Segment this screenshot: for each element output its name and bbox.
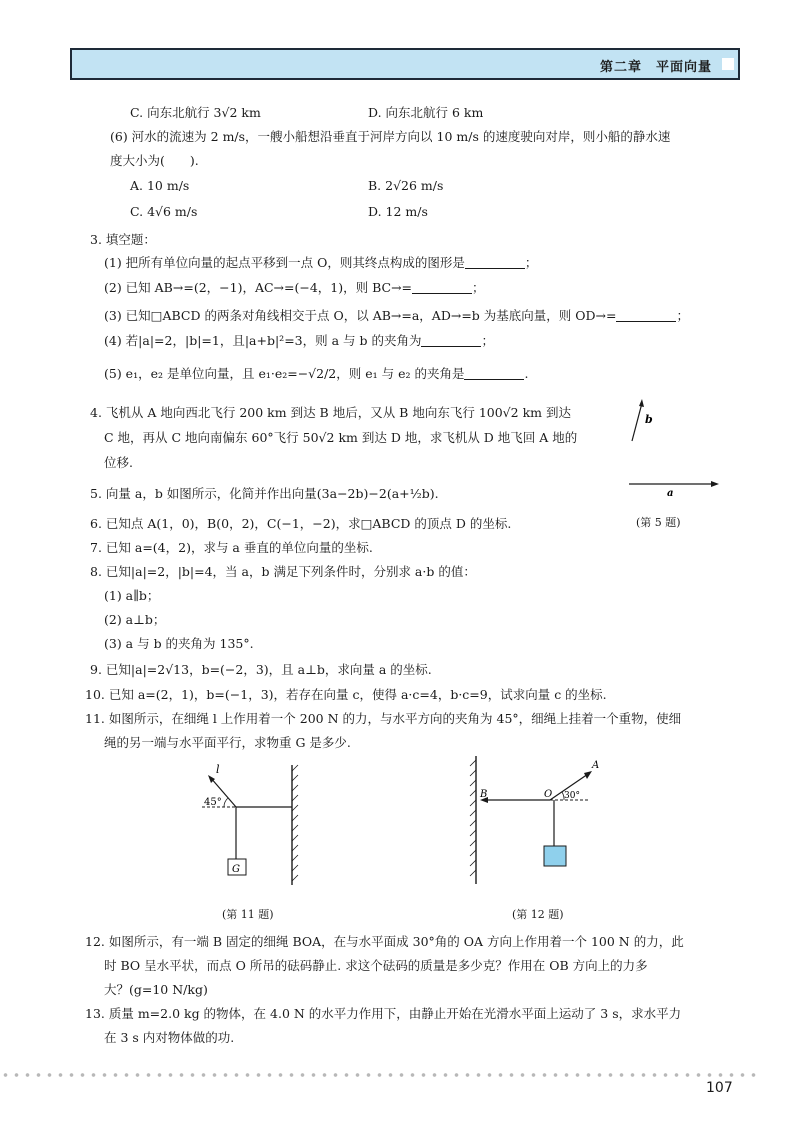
- question-11-line1: 11. 如图所示，在细绳 l 上作用着一个 200 N 的力，与水平方向的夹角为 45°，细绳上挂着一个重物，使细: [85, 711, 682, 726]
- chapter-title: 第二章 平面向量: [599, 60, 712, 75]
- question-3-heading: 3. 填空题：: [90, 232, 156, 247]
- option-d: D. 向东北航行 6 km: [368, 105, 484, 120]
- option-b: B. 2√26 m/s: [368, 178, 444, 193]
- question-6-line1: (6) 河水的流速为 2 m/s，一艘小船想沿垂直于河岸方向以 10 m/s 的速度驶向对岸，则小船的静水速: [110, 129, 671, 144]
- answer-blank: [421, 334, 481, 347]
- fill-blank-4: (4) 若|a|=2，|b|=1，且|a+b|²=3，则 a 与 b 的夹角为 ；: [104, 333, 494, 348]
- vector-a-arrowhead: [711, 481, 719, 487]
- fill-blank-1: (1) 把所有单位向量的起点平移到一点 O，则其终点构成的图形是 ；: [104, 255, 538, 270]
- option-d: D. 12 m/s: [368, 204, 428, 219]
- fill-blank-3: (3) 已知□ABCD 的两条对角线相交于点 O，以 AB→=a，AD→=b 为基底向量，则 OD→= ；: [104, 308, 689, 323]
- figure-12: [460, 752, 610, 892]
- question-12-line3: 大？(g=10 N/kg): [104, 982, 208, 997]
- figure-5-caption: (第 5 题): [636, 516, 681, 529]
- label-a: a: [667, 488, 674, 498]
- figure-vector-a: [625, 478, 725, 498]
- question-12-line1: 12. 如图所示，有一端 B 固定的细绳 BOA，在与水平面成 30°角的 OA 方向上作用着一个 100 N 的力，此: [85, 934, 684, 949]
- question-6: 6. 已知点 A(1，0)，B(0，2)，C(−1，−2)，求□ABCD 的顶点 D 的坐标.: [90, 516, 512, 531]
- wall-hatching: [470, 760, 476, 876]
- header-square-decoration: [722, 58, 734, 70]
- question-6-line2: 度大小为( ).: [110, 153, 199, 168]
- answer-blank: [412, 281, 472, 294]
- question-9: 9. 已知|a|=2√13，b=(−2，3)，且 a⊥b，求向量 a 的坐标.: [90, 662, 432, 677]
- question-11-line2: 绳的另一端与水平面平行，求物重 G 是多少.: [104, 735, 351, 750]
- question-8-part1: (1) a∥b；: [104, 588, 160, 603]
- wall-hatching: [292, 765, 298, 881]
- question-8-part2: (2) a⊥b；: [104, 612, 166, 627]
- weight-block: [544, 846, 566, 866]
- fill-blank-2: (2) 已知 AB→=(2，−1)，AC→=(−4，1)，则 BC→= ；: [104, 280, 485, 295]
- label-b: b: [645, 413, 653, 426]
- label-o: O: [544, 789, 553, 800]
- question-5: 5. 向量 a，b 如图所示，化简并作出向量(3a−2b)−2(a+½b).: [90, 486, 439, 501]
- fill-blank-5: (5) e₁，e₂ 是单位向量，且 e₁·e₂=−√2/2，则 e₁ 与 e₂ 的夹角是 .: [104, 366, 529, 381]
- option-c: C. 向东北航行 3√2 km: [130, 105, 261, 120]
- label-b: B: [480, 789, 488, 800]
- question-10: 10. 已知 a=(2，1)，b=(−1，3)，若存在向量 c，使得 a·c=4，b·c=9，试求向量 c 的坐标.: [85, 687, 607, 702]
- option-a: A. 10 m/s: [130, 178, 190, 193]
- label-a: A: [592, 760, 600, 771]
- label-30: 30°: [564, 791, 580, 801]
- question-4-line2: C 地，再从 C 地向南偏东 60°飞行 50√2 km 到达 D 地，求飞机从 D 地飞回 A 地的: [104, 430, 578, 445]
- chapter-header-band: [70, 48, 740, 80]
- answer-blank: [465, 256, 525, 269]
- angle-arc: [224, 798, 228, 807]
- vector-b-line: [632, 403, 642, 441]
- question-8-part3: (3) a 与 b 的夹角为 135°.: [104, 636, 254, 651]
- label-45: 45°: [204, 797, 222, 808]
- figure-vector-b: [620, 395, 660, 445]
- rope-oa-arrowhead: [584, 771, 592, 779]
- figure-11: [180, 755, 320, 890]
- question-12-line2: 时 BO 呈水平状，而点 O 所吊的砝码静止. 求这个砝码的质量是多少克？作用在 OB 方向上的力多: [104, 958, 648, 973]
- footer-dotted-line: [0, 1073, 760, 1077]
- question-13-line1: 13. 质量 m=2.0 kg 的物体，在 4.0 N 的水平力作用下，由静止开始在光滑水平面上运动了 3 s，求水平力: [85, 1006, 682, 1021]
- label-g: G: [232, 864, 240, 875]
- question-4-line3: 位移.: [104, 455, 133, 470]
- answer-blank: [616, 309, 676, 322]
- label-l: l: [216, 763, 220, 776]
- figure-12-caption: (第 12 题): [512, 908, 564, 921]
- question-8: 8. 已知|a|=2，|b|=4，当 a，b 满足下列条件时，分别求 a·b 的值：: [90, 564, 476, 579]
- question-4-line1: 4. 飞机从 A 地向西北飞行 200 km 到达 B 地后，又从 B 地向东飞行 100√2 km 到达: [90, 405, 571, 420]
- question-13-line2: 在 3 s 内对物体做的功.: [104, 1030, 235, 1045]
- answer-blank: [464, 367, 524, 380]
- vector-b-arrowhead: [639, 399, 644, 407]
- option-c: C. 4√6 m/s: [130, 204, 198, 219]
- page-number: 107: [706, 1080, 733, 1096]
- question-7: 7. 已知 a=(4，2)，求与 a 垂直的单位向量的坐标.: [90, 540, 373, 555]
- figure-11-caption: (第 11 题): [222, 908, 274, 921]
